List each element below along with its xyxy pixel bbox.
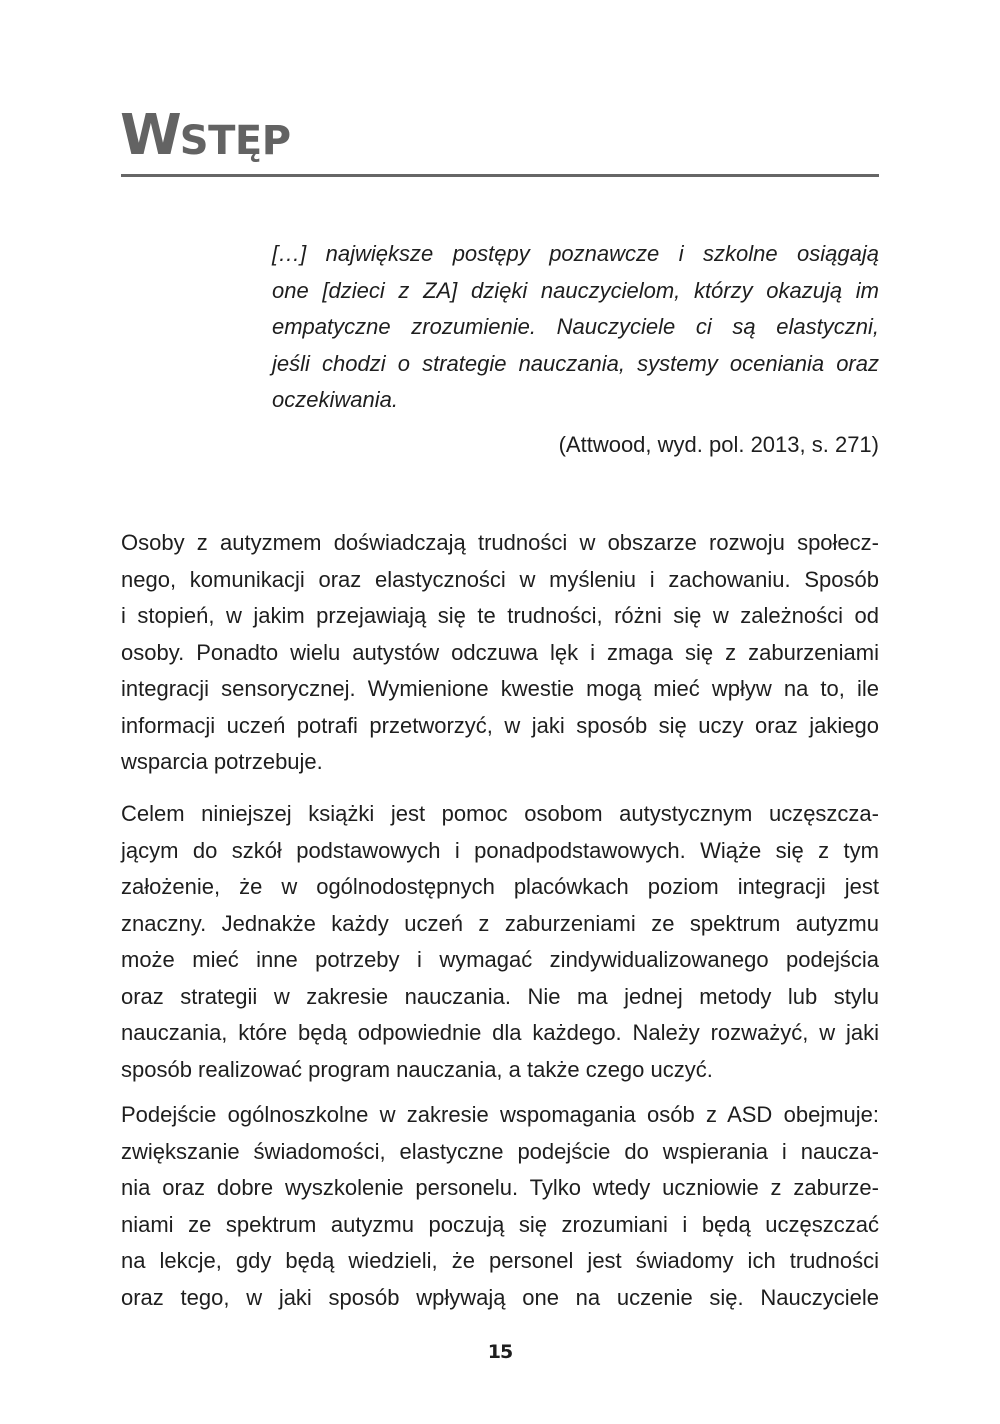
epigraph-line: jeśli chodzi o strategie nauczania, systemy oceniania oraz [272, 350, 879, 376]
paragraph-line: Osoby z autyzmem doświadczają trudności w obszarze rozwoju społecz- [121, 530, 879, 555]
paragraph-line: Celem niniejszej książki jest pomoc osobom autystycznym uczęszcza- [121, 801, 879, 826]
paragraph-line: oraz tego, w jaki sposób wpływają one na uczenie się. Nauczyciele [121, 1284, 879, 1310]
page-number: 15 [487, 1341, 513, 1363]
paragraph-line: na lekcje, gdy będą wiedzieli, że personel jest świadomy ich trudności [121, 1248, 879, 1273]
paragraph-line: sposób realizować program nauczania, a także czego uczyć. [121, 1056, 713, 1082]
paragraph-line: Podejście ogólnoszkolne w zakresie wspomagania osób z ASD obejmuje: [121, 1102, 879, 1127]
epigraph-line: empatyczne zrozumienie. Nauczyciele ci są elastyczni, [272, 314, 879, 339]
paragraph-line: i stopień, w jakim przejawiają się te trudności, różni się w zależności od [121, 603, 879, 628]
paragraph-3 [121, 1097, 879, 1316]
epigraph-line: one [dzieci z ZA] dzięki nauczycielom, którzy okazują im [272, 277, 879, 303]
paragraph-line: nego, komunikacji oraz elastyczności w myśleniu i zachowaniu. Sposób [121, 566, 879, 592]
epigraph-citation: (Attwood, wyd. pol. 2013, s. 271) [558, 432, 879, 457]
chapter-title-initial: W [120, 103, 180, 168]
paragraph-line: niami ze spektrum autyzmu poczują się zrozumiani i będą uczęszczać [121, 1211, 879, 1237]
paragraph-line: nauczania, które będą odpowiednie dla każdego. Należy rozważyć, w jaki [121, 1020, 879, 1045]
paragraph-line: osoby. Ponadto wielu autystów odczuwa lęk i zmaga się z zaburzeniami [121, 639, 879, 665]
paragraph-line: znaczny. Jednakże każdy uczeń z zaburzeniami ze spektrum autyzmu [121, 910, 879, 936]
paragraph-line: integracji sensorycznej. Wymienione kwestie mogą mieć wpływ na to, ile [121, 676, 879, 701]
paragraph-line: zwiększanie świadomości, elastyczne podejście do wspierania i naucza- [121, 1138, 879, 1164]
paragraph-line: założenie, że w ogólnodostępnych placówkach poziom integracji jest [121, 874, 879, 899]
title-underline-rule [121, 174, 879, 177]
paragraph-2 [121, 796, 879, 1088]
paragraph-line: informacji uczeń potrafi przetworzyć, w jaki sposób się uczy oraz jakiego [121, 712, 879, 738]
paragraph-line: jącym do szkół podstawowych i ponadpodstawowych. Wiąże się z tym [121, 837, 879, 863]
paragraph-1 [121, 525, 879, 781]
epigraph-quote [272, 236, 879, 419]
epigraph-line: […] największe postępy poznawcze i szkolne osiągają [272, 241, 879, 266]
epigraph-line: oczekiwania. [272, 387, 398, 412]
paragraph-line: oraz strategii w zakresie nauczania. Nie ma jednej metody lub stylu [121, 983, 879, 1009]
paragraph-line: wsparcia potrzebuje. [121, 749, 323, 774]
chapter-title [120, 103, 291, 171]
paragraph-line: może mieć inne potrzeby i wymagać zindywidualizowanego podejścia [121, 947, 879, 972]
chapter-title-rest: STĘP [179, 118, 291, 164]
paragraph-line: nia oraz dobre wyszkolenie personelu. Tylko wtedy uczniowie z zaburze- [121, 1175, 879, 1200]
